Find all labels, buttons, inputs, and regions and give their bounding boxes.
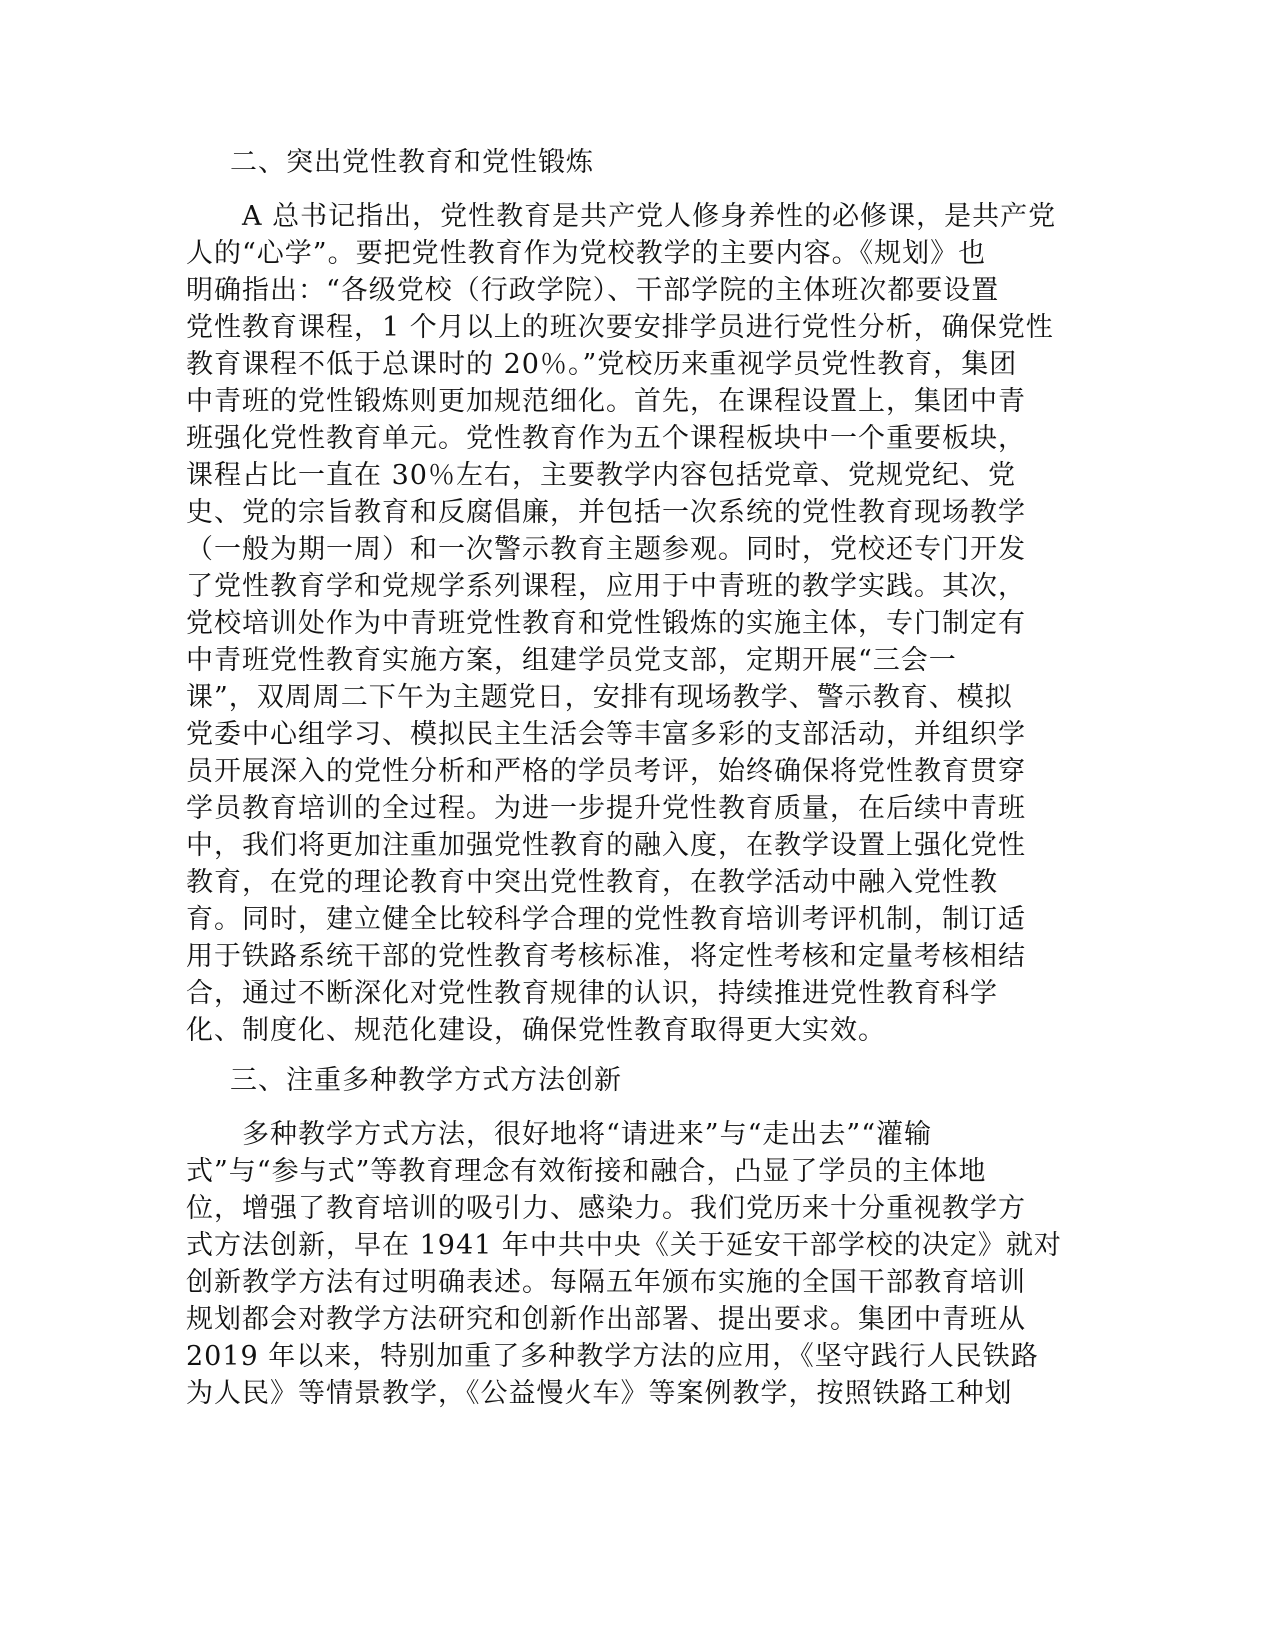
paragraph-line: 人的“心学”。要把党性教育作为党校教学的主要内容。《规划》也	[186, 238, 987, 269]
heading-text: 二、突出党性教育和党性锻炼	[230, 147, 594, 178]
paragraph-line: 党校培训处作为中青班党性教育和党性锻炼的实施主体，专门制定有	[186, 608, 1026, 639]
paragraph-line: 课”，双周周二下午为主题党日，安排有现场教学、警示教育、模拟	[186, 682, 1013, 713]
paragraph-line: 2019 年以来，特别加重了多种教学方法的应用，《坚守践行人民铁路	[186, 1341, 1039, 1372]
paragraph-line: 明确指出：“各级党校（行政学院）、干部学院的主体班次都要设置	[186, 275, 1000, 306]
paragraph-line: 学员教育培训的全过程。为进一步提升党性教育质量，在后续中青班	[186, 793, 1026, 824]
paragraph-line: 规划都会对教学方法研究和创新作出部署、提出要求。集团中青班从	[186, 1304, 1026, 1335]
paragraph-line: 为人民》等情景教学，《公益慢火车》等案例教学，按照铁路工种划	[186, 1378, 1013, 1409]
section-3-paragraph	[186, 1116, 1086, 1412]
paragraph-line: 创新教学方法有过明确表述。每隔五年颁布实施的全国干部教育培训	[186, 1267, 1026, 1298]
paragraph-line: 位，增强了教育培训的吸引力、感染力。我们党历来十分重视教学方	[186, 1193, 1026, 1224]
paragraph-line: 党委中心组学习、模拟民主生活会等丰富多彩的支部活动，并组织学	[186, 719, 1026, 750]
paragraph-line: 中青班党性教育实施方案，组建学员党支部，定期开展“三会一	[186, 645, 957, 676]
paragraph-line: 中青班的党性锻炼则更加规范细化。首先，在课程设置上，集团中青	[186, 386, 1026, 417]
paragraph-line: 化、制度化、规范化建设，确保党性教育取得更大实效。	[186, 1015, 886, 1046]
paragraph-line: A 总书记指出，党性教育是共产党人修身养性的必修课，是共产党	[186, 201, 1057, 232]
paragraph-line: 党性教育课程，1 个月以上的班次要安排学员进行党性分析，确保党性	[186, 312, 1054, 343]
paragraph-line: 班强化党性教育单元。党性教育作为五个课程板块中一个重要板块，	[186, 423, 1026, 454]
heading-text: 三、注重多种教学方式方法创新	[230, 1065, 622, 1096]
paragraph-line: 育。同时，建立健全比较科学合理的党性教育培训考评机制，制订适	[186, 904, 1026, 935]
paragraph-line: 员开展深入的党性分析和严格的学员考评，始终确保将党性教育贯穿	[186, 756, 1026, 787]
paragraph-line: 教育，在党的理论教育中突出党性教育，在教学活动中融入党性教	[186, 867, 998, 898]
paragraph-line: 式”与“参与式”等教育理念有效衔接和融合，凸显了学员的主体地	[186, 1156, 987, 1187]
section-2-heading	[186, 144, 1086, 181]
paragraph-line: 用于铁路系统干部的党性教育考核标准，将定性考核和定量考核相结	[186, 941, 1026, 972]
paragraph-line: 史、党的宗旨教育和反腐倡廉，并包括一次系统的党性教育现场教学	[186, 497, 1026, 528]
paragraph-line: （一般为期一周）和一次警示教育主题参观。同时，党校还专门开发	[186, 534, 1026, 565]
paragraph-line: 了党性教育学和党规学系列课程，应用于中青班的教学实践。其次，	[186, 571, 1026, 602]
section-3-heading	[186, 1062, 1086, 1099]
paragraph-line: 中，我们将更加注重加强党性教育的融入度，在教学设置上强化党性	[186, 830, 1026, 861]
section-2-paragraph	[186, 198, 1086, 1049]
paragraph-line: 课程占比一直在 30％左右，主要教学内容包括党章、党规党纪、党	[186, 460, 1016, 491]
paragraph-line: 式方法创新，早在 1941 年中共中央《关于延安干部学校的决定》就对	[186, 1230, 1062, 1261]
paragraph-line: 多种教学方式方法，很好地将“请进来”与“走出去”“灌输	[186, 1119, 933, 1150]
paragraph-line: 教育课程不低于总课时的 20％。”党校历来重视学员党性教育，集团	[186, 349, 1018, 380]
paragraph-line: 合，通过不断深化对党性教育规律的认识，持续推进党性教育科学	[186, 978, 998, 1009]
